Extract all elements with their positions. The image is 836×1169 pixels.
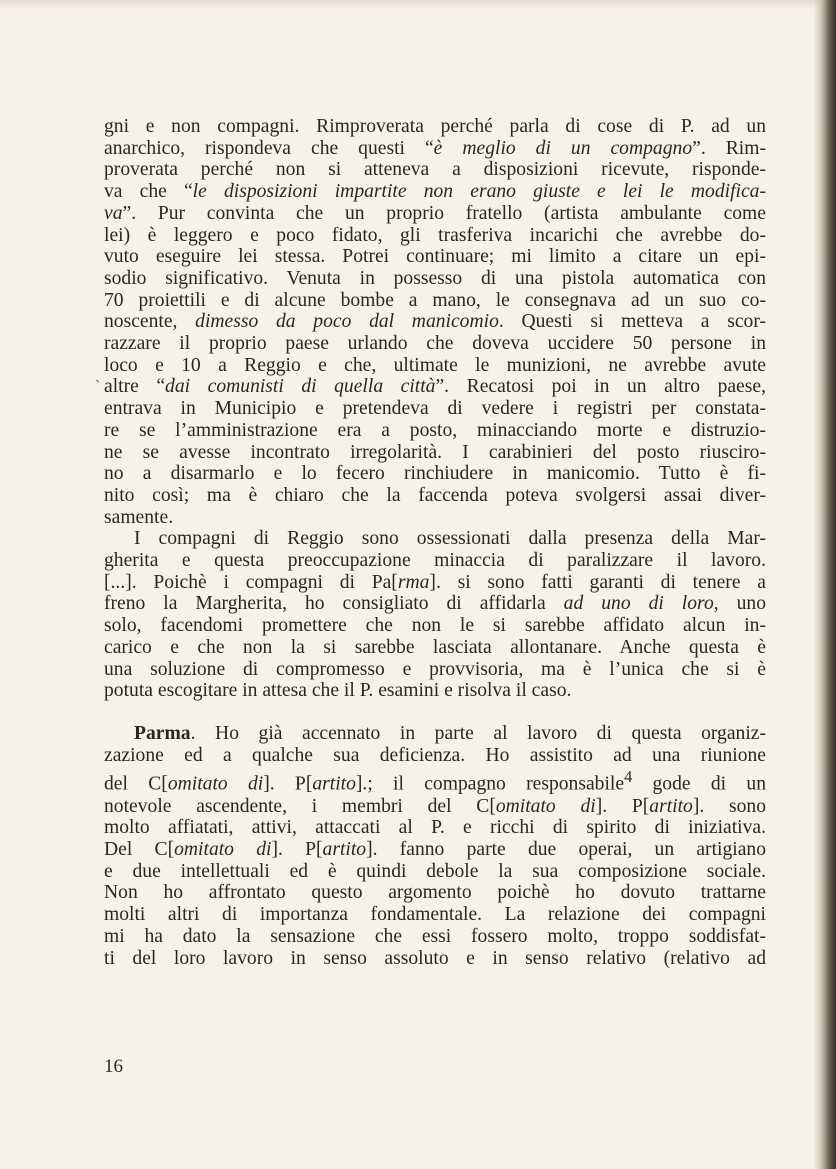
text-line: no a disarmarlo e lo fecero rinchiudere in manicomio. Tutto è fi-	[104, 463, 766, 485]
text-line: anarchico, rispondeva che questi “è meglio di un compagno”. Rim-	[104, 137, 766, 159]
text-line: Non ho affrontato questo argomento poichè ho dovuto trattarne	[104, 882, 766, 904]
text-line: molto affiatati, attivi, attaccati al P. e ricchi di spirito di iniziativa.	[104, 817, 766, 839]
text-line: sodio significativo. Venuta in possesso di una pistola automatica con	[104, 267, 766, 289]
text-line: del C[omitato di]. P[artito].; il compagno responsabile$^4$ gode di un	[104, 767, 766, 795]
text-line: notevole ascendente, i membri del C[omitato di]. P[artito]. sono	[104, 795, 766, 817]
text-line: solo, facendomi promettere che non le si sarebbe affidato alcun in-	[104, 615, 766, 637]
text-line: lei) è leggero e poco fidato, gli trasferiva incarichi che avrebbe do-	[104, 224, 766, 246]
text-line: altre “dai comunisti di quella città”. Recatosi poi in un altro paese,	[104, 376, 766, 398]
text-line: nito così; ma è chiaro che la faccenda poteva svolgersi assai diver-	[104, 484, 766, 506]
text-line: gherita e questa preoccupazione minaccia di paralizzare il lavoro.	[104, 550, 766, 572]
text-line: loco e 10 a Reggio e che, ultimate le munizioni, ne avrebbe avute	[104, 354, 766, 376]
text-line: I compagni di Reggio sono ossessionati dalla presenza della Mar-	[134, 528, 766, 550]
text-line: Parma. Ho già accennato in parte al lavoro di questa organiz-	[134, 722, 766, 744]
page-number: 16	[104, 1056, 123, 1077]
body-text	[104, 116, 766, 969]
text-line: noscente, dimesso da poco dal manicomio. Questi si metteva a scor-	[104, 311, 766, 333]
text-line: potuta escogitare in attesa che il P. esamini e risolva il caso.	[104, 680, 572, 702]
text-line: zazione ed a qualche sua deficienza. Ho assistito ad una riunione	[104, 744, 766, 766]
text-line: gni e non compagni. Rimproverata perché parla di cose di P. ad un	[104, 116, 766, 137]
text-line: proverata perché non si atteneva a disposizioni ricevute, risponde-	[104, 159, 766, 181]
text-line: molti altri di importanza fondamentale. La relazione dei compagni	[104, 904, 766, 926]
text-line: vuto eseguire lei stessa. Potrei continuare; mi limito a citare un epi-	[104, 246, 766, 268]
text-line: una soluzione di compromesso e provvisoria, ma è l’unica che si è	[104, 658, 766, 680]
text-line: entrava in Municipio e pretendeva di vedere i registri per constata-	[104, 398, 766, 420]
text-line: ne se avesse incontrato irregolarità. I carabinieri del posto riusciro-	[104, 441, 766, 463]
book-binding-shadow	[814, 0, 836, 1169]
text-line: va”. Pur convinta che un proprio fratello (artista ambulante come	[104, 202, 766, 224]
margin-mark: `	[95, 378, 101, 395]
text-line: mi ha dato la sensazione che essi fossero molto, troppo soddisfat-	[104, 925, 766, 947]
text-line: freno la Margherita, ho consigliato di affidarla ad uno di loro, uno	[104, 593, 767, 615]
paragraph-gap	[104, 702, 766, 723]
text-line: razzare il proprio paese urlando che doveva uccidere 50 persone in	[104, 333, 766, 355]
text-line: carico e che non la si sarebbe lasciata allontanare. Anche questa è	[104, 636, 766, 658]
text-line: [...]. Poichè i compagni di Pa[rma]. si sono fatti garanti di tenere a	[104, 571, 766, 593]
text-line: va che “le disposizioni impartite non erano giuste e lei le modifica-	[104, 181, 766, 203]
text-line: e due intellettuali ed è quindi debole la sua composizione sociale.	[104, 860, 766, 882]
text-line: samente.	[104, 506, 174, 528]
text-line: 70 proiettili e di alcune bombe a mano, le consegnava ad un suo co-	[104, 289, 766, 311]
page-top-edge	[0, 0, 836, 10]
text-line: ti del loro lavoro in senso assoluto e in senso relativo (relativo ad	[104, 947, 766, 969]
text-line: Del C[omitato di]. P[artito]. fanno parte due operai, un artigiano	[104, 839, 766, 861]
text-line: re se l’amministrazione era a posto, minacciando morte e distruzio-	[104, 419, 766, 441]
